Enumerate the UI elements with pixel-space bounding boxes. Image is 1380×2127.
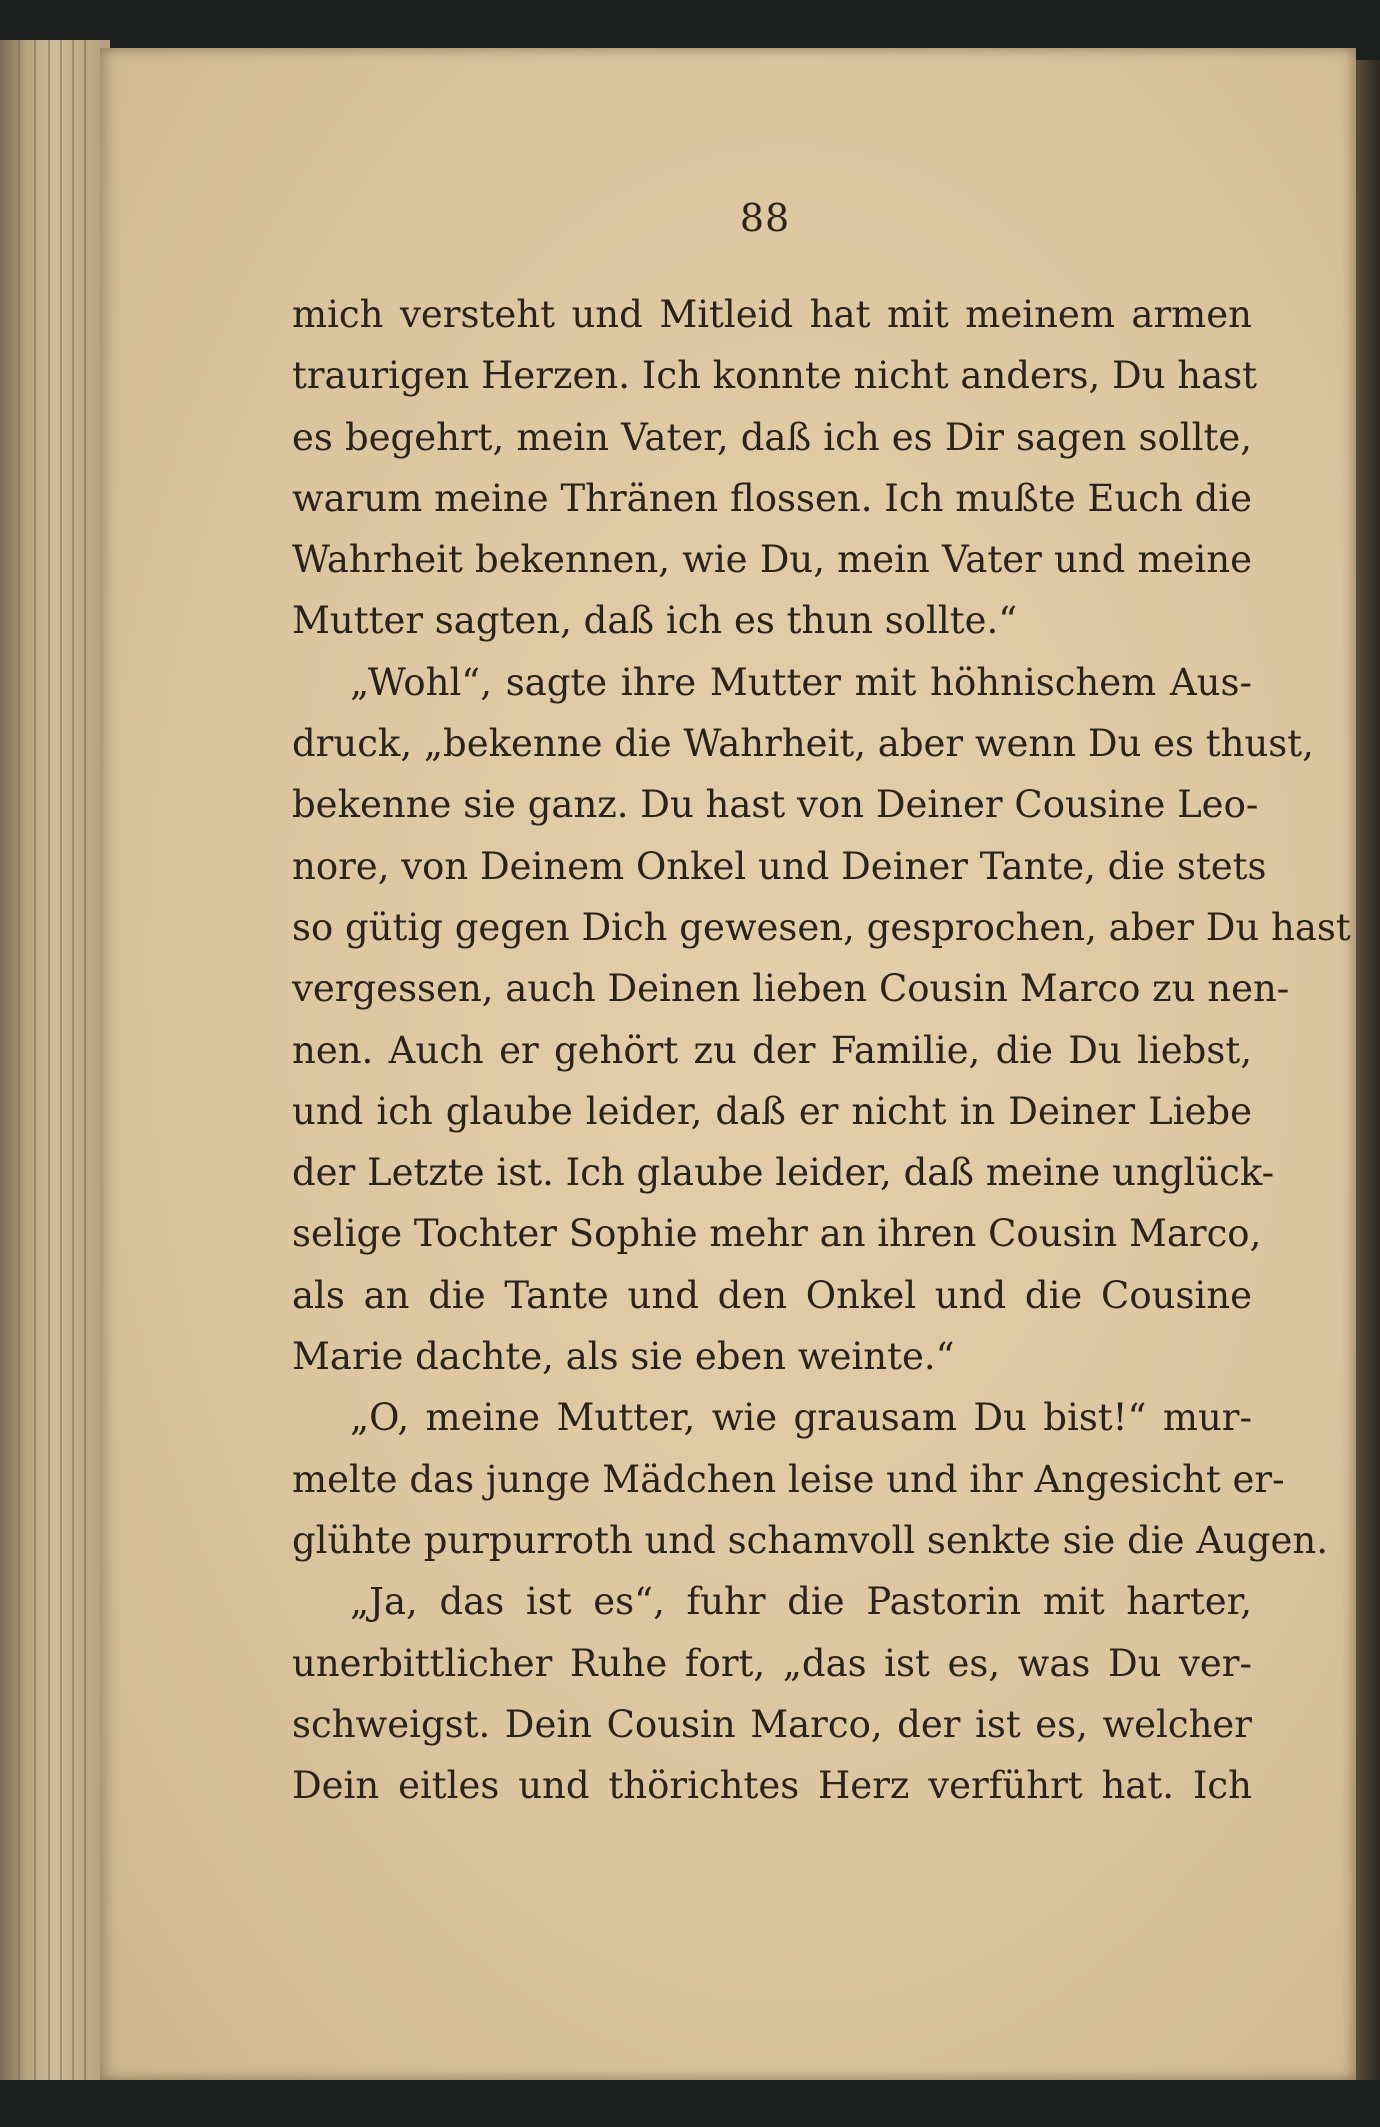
text-line: der Letzte ist. Ich glaube leider, daß meine unglück- — [292, 1151, 1275, 1195]
text-line: traurigen Herzen. Ich konnte nicht anders, Du hast — [292, 354, 1258, 398]
text-line: „Wohl“, sagte ihre Mutter mit höhnischem Aus- — [350, 660, 1252, 704]
text-line: „Ja, das ist es“, fuhr die Pastorin mit harter, — [350, 1580, 1252, 1624]
text-line: so gütig gegen Dich gewesen, gesprochen, aber Du hast — [292, 905, 1351, 949]
text-line: bekenne sie ganz. Du hast von Deiner Cousine Leo- — [292, 783, 1259, 827]
text-line: es begehrt, mein Vater, daß ich es Dir sagen sollte, — [292, 415, 1252, 459]
text-line: mich versteht und Mitleid hat mit meinem armen — [292, 293, 1252, 336]
text-line: druck, „bekenne die Wahrheit, aber wenn Du es thust, — [292, 722, 1314, 766]
text-line: Mutter sagten, daß ich es thun sollte.“ — [292, 599, 1018, 643]
text-line: warum meine Thränen flossen. Ich mußte Euch die — [292, 476, 1252, 520]
text-line: selige Tochter Sophie mehr an ihren Cousin Marco, — [292, 1212, 1262, 1256]
text-line: „O, meine Mutter, wie grausam Du bist!“ mur- — [350, 1396, 1252, 1440]
text-line: melte das junge Mädchen leise und ihr Angesicht er- — [292, 1457, 1285, 1501]
text-line: als an die Tante und den Onkel und die Cousine — [292, 1273, 1252, 1317]
text-line: nore, von Deinem Onkel und Deiner Tante, die stets — [292, 844, 1267, 888]
text-line: schweigst. Dein Cousin Marco, der ist es, welcher — [292, 1702, 1252, 1746]
text-line: glühte purpurroth und schamvoll senkte sie die Augen. — [292, 1518, 1328, 1562]
text-line: nen. Auch er gehört zu der Familie, die Du liebst, — [292, 1028, 1252, 1072]
body-text — [292, 284, 1351, 1816]
text-line: vergessen, auch Deinen lieben Cousin Marco zu nen- — [292, 967, 1290, 1011]
text-line: Wahrheit bekennen, wie Du, mein Vater und meine — [292, 538, 1252, 582]
page-stack-edge — [0, 40, 110, 2080]
text-line: Marie dachte, als sie eben weinte.“ — [292, 1335, 955, 1379]
text-line: und ich glaube leider, daß er nicht in Deiner Liebe — [292, 1089, 1252, 1133]
page-number: 88 — [739, 196, 791, 240]
text-line: unerbittlicher Ruhe fort, „das ist es, was Du ver- — [292, 1641, 1252, 1685]
text-line: Dein eitles und thörichtes Herz verführt hat. Ich — [292, 1764, 1252, 1808]
binding-edge — [1356, 60, 1380, 2080]
